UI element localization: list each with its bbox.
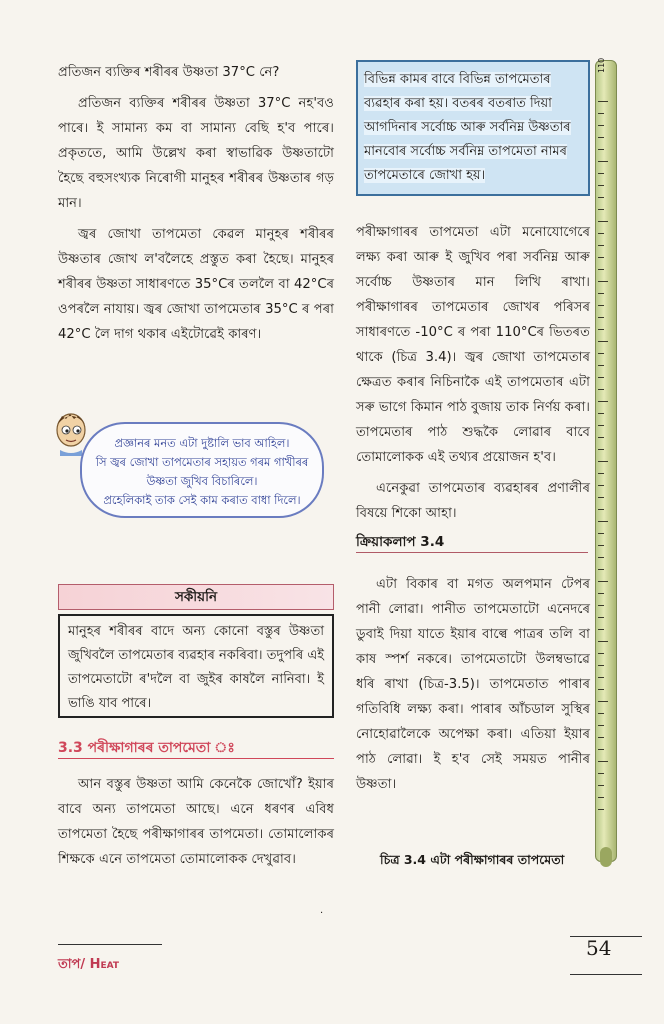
thermometer-tick [598,185,604,186]
thermometer-tick [598,701,608,702]
thermometer-tick [598,413,604,414]
stray-mark: . [320,905,324,916]
thermometer-tick [598,365,604,366]
thermometer-tick [598,425,604,426]
bubble-line-3: প্ৰহেলিকাই তাক সেই কাম কৰাত বাধা দিলে। [103,493,301,507]
bubble-text [80,422,324,518]
thermometer-tick [598,329,604,330]
thermometer-tick [598,497,604,498]
figure-caption: চিত্ৰ 3.4 এটা পৰীক্ষাগাৰৰ তাপমেতা [380,852,565,867]
question-text: প্ৰতিজন ব্যক্তিৰ শৰীৰৰ উষ্ণতা 37°C নে? [58,65,280,80]
thermometer-tick [598,317,604,318]
thermometer-tick [598,389,604,390]
thermometer-tick [598,437,604,438]
thermometer-tick [598,401,608,402]
thermometer-tick [598,113,604,114]
thermometer-tick [598,353,604,354]
thermometer-tick [598,737,604,738]
thermometer-tick [598,233,604,234]
lab-thermometer-illustration [595,57,617,862]
left-column [58,60,334,353]
thermometer-tick [598,281,608,282]
thermometer-tick [598,533,604,534]
thermometer-tick [598,689,604,690]
thermometer-tick [598,269,604,270]
thermometer-tick [598,593,604,594]
thermometer-tick [598,509,604,510]
thermometer-tick [598,125,604,126]
thermometer-tick [598,377,604,378]
right-column [356,220,590,532]
thermometer-tick [598,449,604,450]
thermometer-tick [598,161,608,162]
thermometer-tick [598,293,604,294]
thermometer-tick [598,257,604,258]
thermometer-tick [598,761,608,762]
thermometer-tick [598,605,604,606]
paragraph-clinical-thermometer: জ্বৰ জোখা তাপমেতা কেৱল মানুহৰ শৰীৰৰ উষ্ণতাৰ জোখ ল'বলৈহে প্ৰস্তুত কৰা হৈছে। মানুহৰ শৰীৰৰ উষ্ণতা সাধাৰণতে 35°Cৰ তললৈ বা 42°Cৰ ওপৰলৈ নাযায়। জ্বৰ জোখা তাপমেতাৰ 35°C ৰ পৰা 42°C লৈ দাগ থকাৰ এইটোৱেই কাৰণ। [58,227,334,342]
paragraph-learn: এনেকুৱা তাপমেতাৰ ব্যৱহাৰৰ প্ৰণালীৰ বিষয়ে শিকো আহা। [356,481,590,521]
thermometer-tick [598,713,604,714]
thermometer-tick [598,485,604,486]
thermometer-tick [598,521,608,522]
thermometer-tick [598,101,608,102]
thermometer-tick [598,809,604,810]
footer-chapter-en: Heat [89,957,120,972]
footer-chapter [58,955,119,976]
thermometer-tick [598,473,604,474]
thermometer-tick [598,173,604,174]
info-box [356,60,590,196]
thermometer-tick [598,209,604,210]
paragraph-lab-range: পৰীক্ষাগাৰৰ তাপমেতা এটা মনোযোগেৰে লক্ষ্য কৰা আৰু ই জুখিব পৰা সৰ্বনিম্ন আৰু সৰ্বোচ্চ উষ্ণতাৰ মান লিখি ৰাখা। পৰীক্ষাগাৰৰ তাপমেতাৰ জোখৰ পৰিসৰ সাধাৰণতে -10°C ৰ পৰা 110°Cৰ ভিতৰত থাকে (চিত্ৰ 3.4)। জ্বৰ জোখা তাপমেতাৰ ক্ষেত্ৰত কৰাৰ নিচিনাকৈ এই তাপমেতাৰ এটা সৰু ভাগে কিমান পাঠ বুজায় তাক নিৰ্ণয় কৰা। তাপমেতাৰ পাঠ শুদ্ধকৈ লোৱাৰ বাবে তোমালোকক এই তথ্যৰ প্ৰয়োজন হ'ব। [356,225,590,465]
thermometer-tick [598,341,608,342]
thermometer-tick [598,653,604,654]
bubble-line-2: সি জ্বৰ জোখা তাপমেতাৰ সহায়ত গৰম গাখীৰৰ উষ্ণতা জুখিব বিচাৰিলে। [95,455,309,488]
activity-title: ক্ৰিয়াকলাপ 3.4 [356,534,445,550]
thermometer-tick [598,557,604,558]
thermometer-tick [598,617,604,618]
activity-divider [356,552,588,553]
paragraph-lab-thermometer: আন বস্তুৰ উষ্ণতা আমি কেনেকৈ জোখোঁ? ইয়াৰ বাবে অন্য তাপমেতা আছে। এনে ধৰণৰ এবিধ তাপমেতা হৈছে পৰীক্ষাগাৰৰ তাপমেতা। তোমালোকৰ শিক্ষকে এনে তাপমেতা তোমালোকক দেখুৱাব। [58,777,334,867]
section-title: 3.3 পৰীক্ষাগাৰৰ তাপমেতা ঃ [58,740,235,756]
thermometer-tick [598,581,608,582]
section-divider [58,758,334,759]
thermometer-tick [598,221,608,222]
thermometer-tick [598,725,604,726]
activity-body [356,572,590,803]
thermometer-tick [598,641,608,642]
thermometer-tick [598,197,604,198]
thermometer-tick [598,773,604,774]
footer-chapter-as: তাপ/ [58,957,86,972]
thermometer-tick [598,545,604,546]
thermometer-tick [598,305,604,306]
thermometer-tick [598,629,604,630]
activity-text: এটা বিকাৰ বা মগত অলপমান টেপৰ পানী লোৱা। পানীত তাপমেতাটো এনেদৰে ডুবাই দিয়া যাতে ইয়াৰ বাল্বে পাত্ৰৰ তলি বা কাষ স্পৰ্শ নকৰে। তাপমেতাটো উলম্বভাৱে ধৰি ৰাখা (চিত্ৰ-3.5)। তাপমেতাত পাৰাৰ গতিবিধি লক্ষ্য কৰা। পাৰাৰ আঁচডাল সুস্থিৰ নোহোৱালৈকে অপেক্ষা কৰা। এতিয়া ইয়াৰ পাঠ লোৱা। ই হ'ব সেই সময়ত পানীৰ উষ্ণতা। [356,577,590,792]
paragraph-body-temp: প্ৰতিজন ব্যক্তিৰ শৰীৰৰ উষ্ণতা 37°C নহ'বও পাৰে। ই সামান্য কম বা সামান্য বেছি হ'ব পাৰে। প্ৰকৃততে, আমি উল্লেখ কৰা স্বাভাৱিক উষ্ণতাটো হৈছে বহুসংখ্যক নিৰোগী মানুহৰ শৰীৰৰ উষ্ণতাৰ গড় মান। [58,96,334,211]
thermometer-tick [598,785,604,786]
caution-body: মানুহৰ শৰীৰৰ বাদে অন্য কোনো বস্তুৰ উষ্ণতা জুখিবলৈ তাপমেতাৰ ব্যৱহাৰ নকৰিবা। তদুপৰি এই তাপমেতাটো ৰ'দলৈ বা জুইৰ কাষলৈ নানিবা। ই ভাঙি যাব পাৰে। [58,614,334,718]
thermometer-tick [598,665,604,666]
footer-rule-left [58,944,162,945]
bubble-line-1: প্ৰজ্ঞানৰ মনত এটা দুষ্টালি ভাব আহিল। [114,436,290,450]
thermometer-tick [598,569,604,570]
thermometer-tick [598,461,608,462]
thermometer-tick [598,149,604,150]
thermometer-bulb [600,847,612,867]
page-number: 54 [586,936,612,960]
thermometer-tick [598,137,604,138]
thermometer-top-label: 110 [597,57,606,73]
thermometer-tick [598,797,604,798]
speech-bubble [52,410,326,518]
section-body [58,772,334,878]
thermometer-tick [598,245,604,246]
info-box-text: বিভিন্ন কামৰ বাবে বিভিন্ন তাপমেতাৰ ব্যৱহাৰ কৰা হয়। বতৰৰ বতৰাত দিয়া আগদিনাৰ সৰ্বোচ্চ আৰু সৰ্বনিম্ন উষ্ণতাৰ মানবোৰ সৰ্বোচ্চ সৰ্বনিম্ন তাপমেতা নামৰ তাপমেতাৰে জোখা হয়। [364,72,571,183]
thermometer-tick [598,677,604,678]
caution-title: সকীয়নি [58,584,334,610]
footer-rule-right-bottom [570,974,642,975]
thermometer-tick [598,749,604,750]
